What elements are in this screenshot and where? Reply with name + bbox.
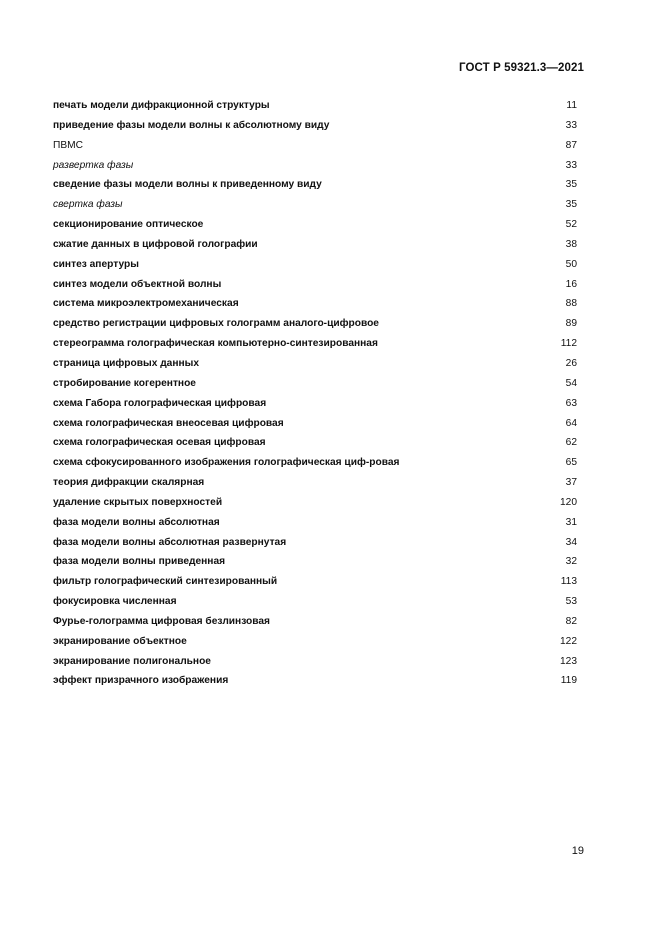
index-term: фильтр голографический синтезированный — [53, 576, 278, 588]
index-entry — [53, 652, 577, 672]
index-page-number: 89 — [565, 318, 577, 330]
index-entry — [53, 473, 577, 493]
index-entry — [53, 453, 577, 473]
index-entry — [53, 235, 577, 255]
index-entry — [53, 175, 577, 195]
index-page-number: 123 — [560, 655, 577, 667]
index-page-number: 11 — [566, 100, 577, 111]
index-term: приведение фазы модели волны к абсолютному виду — [53, 119, 330, 131]
index-page-number: 33 — [565, 119, 577, 131]
index-entry — [53, 671, 577, 691]
index-page-number: 88 — [565, 298, 577, 310]
index-term: синтез апертуры — [53, 258, 139, 270]
index-term: схема голографическая внеосевая цифровая — [53, 417, 284, 429]
index-term: средство регистрации цифровых голограмм аналого-цифровое — [53, 318, 379, 330]
index-page-number: 122 — [560, 635, 577, 647]
index-page-number: 112 — [560, 338, 577, 350]
index-entry — [53, 195, 577, 215]
index-page-number: 26 — [565, 357, 577, 369]
index-entry — [53, 156, 577, 176]
index-page-number: 53 — [565, 596, 577, 608]
index-term: стробирование когерентное — [53, 377, 196, 389]
index-entry — [53, 552, 577, 572]
index-entry — [53, 96, 577, 116]
index-term: экранирование объектное — [53, 635, 187, 647]
document-id: ГОСТ Р 59321.3—2021 — [459, 62, 584, 74]
index-term: фокусировка численная — [53, 596, 177, 608]
index-entry — [53, 275, 577, 295]
index-term: стереограмма голографическая компьютерно-синтезированная — [53, 338, 378, 350]
index-entry — [53, 116, 577, 136]
index-entry — [53, 294, 577, 314]
index-term: сжатие данных в цифровой голографии — [53, 238, 258, 250]
index-entry — [53, 255, 577, 275]
index-entry — [53, 136, 577, 156]
index-entry — [53, 314, 577, 334]
index-term: свертка фазы — [53, 199, 123, 211]
index-entry — [53, 572, 577, 592]
index-entry — [53, 632, 577, 652]
index-term: печать модели дифракционной структуры — [53, 100, 270, 111]
index-page-number: 32 — [565, 556, 577, 568]
index-term: схема голографическая осевая цифровая — [53, 437, 266, 449]
index-entry — [53, 354, 577, 374]
index-term: удаление скрытых поверхностей — [53, 496, 223, 508]
index-entry — [53, 612, 577, 632]
index-page-number: 119 — [560, 675, 577, 687]
index-term: фаза модели волны абсолютная развернутая — [53, 536, 287, 548]
index-term: развертка фазы — [53, 159, 134, 171]
index-page-number: 33 — [565, 159, 577, 171]
index-list — [53, 96, 577, 691]
index-page-number: 120 — [560, 496, 577, 508]
index-term: эффект призрачного изображения — [53, 675, 229, 687]
index-page-number: 87 — [565, 139, 577, 151]
index-term: система микроэлектромеханическая — [53, 298, 239, 310]
index-page-number: 50 — [565, 258, 577, 270]
index-term: синтез модели объектной волны — [53, 278, 222, 290]
index-entry — [53, 374, 577, 394]
index-term: страница цифровых данных — [53, 357, 199, 369]
index-page-number: 31 — [565, 516, 577, 528]
index-page-number: 52 — [565, 219, 577, 231]
index-page-number: 35 — [565, 179, 577, 191]
index-entry — [53, 414, 577, 434]
index-entry — [53, 513, 577, 533]
index-term: Фурье-голограмма цифровая безлинзовая — [53, 615, 270, 627]
index-term: схема Габора голографическая цифровая — [53, 397, 267, 409]
index-term: фаза модели волны абсолютная — [53, 516, 220, 528]
page-number: 19 — [571, 845, 584, 857]
index-term: ПВМС — [53, 139, 83, 151]
index-page-number: 62 — [565, 437, 577, 449]
index-page-number: 63 — [565, 397, 577, 409]
index-term: экранирование полигональное — [53, 655, 211, 667]
index-entry — [53, 394, 577, 414]
index-term: секционирование оптическое — [53, 219, 204, 231]
index-page-number: 37 — [565, 477, 577, 489]
index-page-number: 64 — [565, 417, 577, 429]
index-term: фаза модели волны приведенная — [53, 556, 226, 568]
index-page-number: 35 — [565, 199, 577, 211]
index-entry — [53, 334, 577, 354]
index-page-number: 54 — [565, 377, 577, 389]
index-term: схема сфокусированного изображения голографическая циф-ровая — [53, 457, 400, 469]
index-page-number: 65 — [565, 457, 577, 469]
index-page-number: 113 — [560, 576, 577, 588]
index-entry — [53, 215, 577, 235]
index-term: теория дифракции скалярная — [53, 477, 205, 489]
index-page-number: 16 — [565, 278, 577, 290]
index-entry — [53, 493, 577, 513]
index-term: сведение фазы модели волны к приведенному виду — [53, 179, 322, 191]
index-page-number: 34 — [565, 536, 577, 548]
index-entry — [53, 433, 577, 453]
index-entry — [53, 592, 577, 612]
index-page-number: 82 — [565, 615, 577, 627]
index-page-number: 38 — [565, 238, 577, 250]
index-entry — [53, 533, 577, 553]
